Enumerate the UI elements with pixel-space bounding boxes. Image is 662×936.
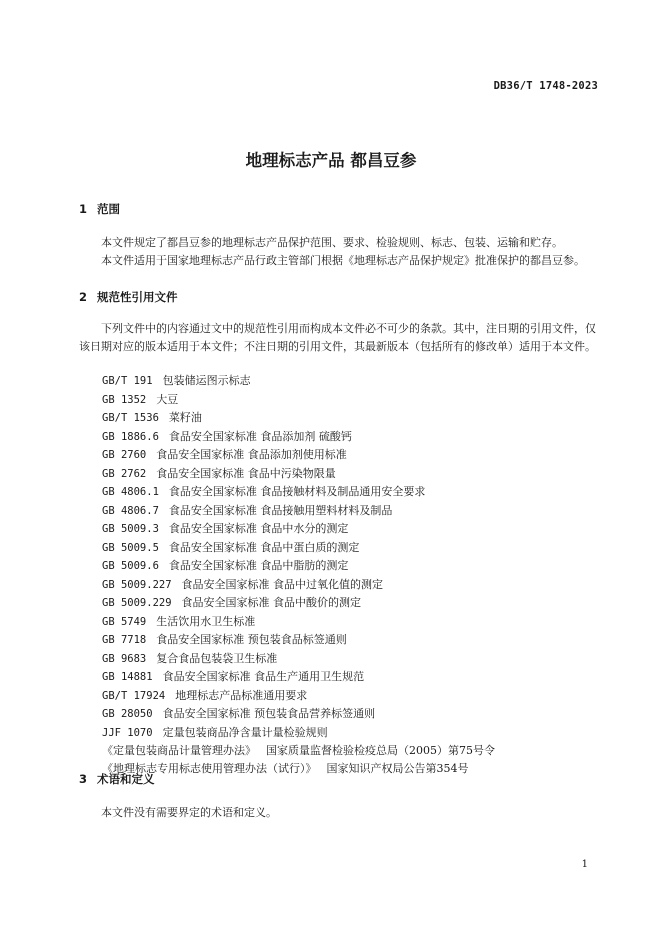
reference-item: [102, 539, 495, 558]
reference-code: GB 5009.229: [102, 597, 172, 609]
paragraph: 本文件规定了都昌豆参的地理标志产品保护范围、要求、检验规则、标志、包装、运输和贮存。: [101, 236, 563, 249]
reference-code: GB 5009.227: [102, 578, 172, 591]
section-number: 2: [79, 290, 88, 304]
section-body-scope: [79, 234, 601, 270]
reference-title: 国家质量监督检验检疫总局（2005）第75号令: [266, 744, 495, 757]
reference-code: 《地理标志专用标志使用管理办法（试行）》: [102, 761, 317, 775]
reference-item: [102, 409, 495, 428]
reference-code: GB 14881: [102, 671, 153, 683]
reference-title: 食品安全国家标准 食品中污染物限量: [156, 466, 336, 480]
section-title: 范围: [97, 202, 120, 216]
reference-title: 复合食品包装袋卫生标准: [156, 651, 278, 665]
reference-title: 国家知识产权局公告第354号: [326, 761, 469, 775]
reference-code: GB 5749: [102, 615, 147, 628]
reference-code: GB 9683: [102, 652, 147, 665]
paragraph: 本文件没有需要界定的术语和定义。: [101, 806, 277, 819]
reference-item: [102, 760, 495, 778]
reference-title: 地理标志产品标准通用要求: [175, 688, 308, 702]
section-heading-normative-references: [79, 289, 178, 305]
reference-title: 食品安全国家标准 预包装食品标签通则: [156, 633, 347, 646]
reference-title: 食品安全国家标准 食品生产通用卫生规范: [162, 670, 365, 683]
reference-item: [102, 428, 495, 447]
page-number: 1: [581, 859, 588, 870]
reference-title: 食品安全国家标准 食品中脂肪的测定: [168, 559, 349, 572]
reference-title: 食品安全国家标准 食品添加剂使用标准: [156, 448, 347, 461]
reference-title: 包装储运图示标志: [162, 374, 251, 387]
reference-title: 生活饮用水卫生标准: [156, 614, 256, 628]
reference-item: [102, 483, 495, 502]
reference-item: [102, 576, 495, 595]
reference-title: 定量包装商品净含量计量检验规则: [162, 725, 328, 739]
section-number: 3: [79, 772, 88, 786]
reference-item: [102, 742, 495, 760]
reference-item: [102, 594, 495, 613]
reference-item: [102, 687, 495, 706]
reference-title: 食品安全国家标准 食品中水分的测定: [168, 522, 349, 535]
reference-title: 食品安全国家标准 食品中过氧化值的测定: [181, 577, 384, 591]
reference-item: [102, 613, 495, 632]
document-code: DB36/T 1748-2023: [493, 80, 598, 92]
reference-code: GB 5009.5: [102, 541, 159, 554]
paragraph: 本文件适用于国家地理标志产品行政主管部门根据《地理标志产品保护规定》批准保护的都昌豆参。: [101, 254, 585, 267]
reference-title: 食品安全国家标准 食品中酸价的测定: [181, 596, 362, 609]
reference-code: GB 4806.1: [102, 486, 159, 498]
reference-item: [102, 446, 495, 465]
section-heading-terms: [79, 771, 155, 787]
reference-list: [102, 372, 495, 777]
reference-item: [102, 502, 495, 521]
reference-item: [102, 372, 495, 391]
reference-item: [102, 650, 495, 669]
reference-title: 食品安全国家标准 食品接触用塑料材料及制品: [168, 503, 393, 517]
reference-item: [102, 724, 495, 743]
reference-code: GB/T 1536: [102, 412, 159, 424]
reference-code: GB 1886.6: [102, 430, 159, 443]
reference-item: [102, 705, 495, 724]
reference-code: GB 5009.6: [102, 560, 159, 572]
reference-code: GB 7718: [102, 634, 147, 646]
page-title: 地理标志产品 都昌豆参: [245, 151, 417, 170]
reference-item: [102, 557, 495, 576]
section-body-terms: [79, 804, 601, 822]
paragraph: 下列文件中的内容通过文中的规范性引用而构成本文件必不可少的条款。其中，注日期的引用文件，仅该日期对应的版本适用于本文件；不注日期的引用文件，其最新版本（包括所有的修改单）适用于本文件。: [79, 322, 596, 353]
reference-title: 食品安全国家标准 食品中蛋白质的测定: [168, 540, 360, 554]
reference-item: [102, 668, 495, 687]
section-title: 术语和定义: [97, 772, 155, 786]
reference-code: GB 4806.7: [102, 504, 159, 517]
reference-item: [102, 465, 495, 484]
reference-code: GB/T 17924: [102, 689, 166, 702]
reference-title: 食品安全国家标准 预包装食品营养标签通则: [162, 707, 376, 720]
reference-code: 《定量包装商品计量管理办法》: [102, 744, 256, 757]
reference-code: GB/T 191: [102, 375, 153, 387]
reference-code: GB 2760: [102, 449, 147, 461]
reference-title: 食品安全国家标准 食品添加剂 硫酸钙: [168, 429, 352, 443]
reference-title: 食品安全国家标准 食品接触材料及制品通用安全要求: [168, 485, 426, 498]
section-body-normative-references: [79, 320, 601, 356]
reference-code: GB 2762: [102, 467, 147, 480]
reference-item: [102, 520, 495, 539]
reference-code: GB 1352: [102, 393, 147, 406]
section-heading-scope: [79, 201, 120, 217]
section-number: 1: [79, 202, 88, 216]
reference-title: 菜籽油: [168, 411, 202, 424]
reference-item: [102, 631, 495, 650]
reference-code: GB 5009.3: [102, 523, 159, 535]
reference-code: GB 28050: [102, 708, 153, 720]
reference-code: JJF 1070: [102, 726, 153, 739]
reference-title: 大豆: [156, 392, 179, 406]
reference-item: [102, 391, 495, 410]
section-title: 规范性引用文件: [97, 290, 178, 304]
